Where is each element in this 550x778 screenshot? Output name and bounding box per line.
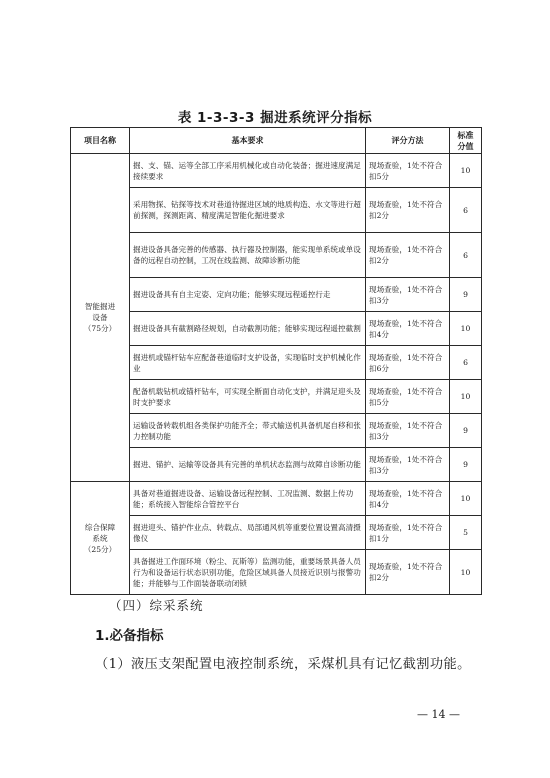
header-item: 项目名称	[71, 128, 130, 154]
method-cell: 现场查验，1处不符合扣2分	[366, 233, 450, 278]
method-cell: 现场查验，1处不符合扣6分	[366, 346, 450, 380]
requirement-cell: 运输设备转载机组各类保护功能齐全；带式输送机具备机尾自移和张力控制功能	[130, 414, 366, 448]
score-cell: 9	[450, 414, 482, 448]
table-header-row	[71, 128, 482, 154]
table-row	[71, 346, 482, 380]
scoring-table	[70, 127, 482, 595]
table-row	[71, 550, 482, 595]
header-score: 标准 分值	[450, 128, 482, 154]
requirement-cell: 配备机载钻机或锚杆钻车，可实现全断面自动化支护，并满足迎头及时支护要求	[130, 380, 366, 414]
method-cell: 现场查验，1处不符合扣1分	[366, 516, 450, 550]
score-cell: 10	[450, 154, 482, 188]
method-cell: 现场查验，1处不符合扣4分	[366, 312, 450, 346]
score-cell: 10	[450, 312, 482, 346]
table-row	[71, 233, 482, 278]
score-cell: 10	[450, 380, 482, 414]
section-heading: （四）综采系统	[109, 598, 204, 613]
requirement-cell: 采用物探、钻探等技术对巷道待掘进区域的地质构造、水文等进行超前探测，探测距离、精度满足智能化掘进要求	[130, 188, 366, 233]
score-cell: 10	[450, 482, 482, 516]
requirement-cell: 掘进迎头、锚护作业点、转载点、局部通风机等重要位置设置高清摄像仪	[130, 516, 366, 550]
table-body	[71, 154, 482, 595]
category-cell: 综合保障 系统 （25分）	[71, 482, 130, 595]
table-title: 表 1-3-3-3 掘进系统评分指标	[177, 110, 373, 126]
requirement-cell: 掘进设备具备完善的传感器、执行器及控制器，能实现单系统或单设备的远程自动控制，工况在线监测、故障诊断功能	[130, 233, 366, 278]
table-row	[71, 482, 482, 516]
score-cell: 6	[450, 233, 482, 278]
method-cell: 现场查验，1处不符合扣2分	[366, 550, 450, 595]
score-cell: 6	[450, 346, 482, 380]
method-cell: 现场查验，1处不符合扣4分	[366, 482, 450, 516]
requirement-cell: 掘进设备具有截割路径规划，自动截割功能；能够实现远程遥控截割	[130, 312, 366, 346]
page-number: — 14 —	[417, 708, 460, 721]
method-cell: 现场查验，1处不符合扣3分	[366, 414, 450, 448]
header-requirement: 基本要求	[130, 128, 366, 154]
category-cell: 智能掘进 设备 （75分）	[71, 154, 130, 482]
header-method: 评分方法	[366, 128, 450, 154]
body-text: （1）液压支架配置电液控制系统，采煤机具有记忆截割功能。	[95, 657, 471, 672]
score-cell: 10	[450, 550, 482, 595]
requirement-cell: 掘进设备具有自主定姿、定向功能；能够实现远程遥控行走	[130, 278, 366, 312]
method-cell: 现场查验，1处不符合扣3分	[366, 448, 450, 482]
requirement-cell: 掘进机或锚杆钻车应配备巷道临时支护设备，实现临时支护机械化作业	[130, 346, 366, 380]
method-cell: 现场查验，1处不符合扣5分	[366, 380, 450, 414]
table-row	[71, 380, 482, 414]
score-cell: 9	[450, 278, 482, 312]
table-row	[71, 414, 482, 448]
method-cell: 现场查验，1处不符合扣3分	[366, 278, 450, 312]
table-row	[71, 188, 482, 233]
score-cell: 6	[450, 188, 482, 233]
score-cell: 9	[450, 448, 482, 482]
requirement-cell: 具备掘进工作面环境（粉尘、瓦斯等）监测功能，重要场景具备人员行为和设备运行状态识别功能，危险区域具备人员接近识别与报警功能；并能够与工作面装备联动闭锁	[130, 550, 366, 595]
table-row	[71, 448, 482, 482]
table-row	[71, 516, 482, 550]
requirement-cell: 具备对巷道掘进设备、运输设备远程控制、工况监测、数据上传功能；系统接入智能综合管控平台	[130, 482, 366, 516]
requirement-cell: 掘、支、锚、运等全部工序采用机械化或自动化装备；掘进速度满足接续要求	[130, 154, 366, 188]
method-cell: 现场查验，1处不符合扣5分	[366, 154, 450, 188]
score-cell: 5	[450, 516, 482, 550]
table-row	[71, 312, 482, 346]
subheading: 1.必备指标	[95, 628, 164, 644]
method-cell: 现场查验，1处不符合扣2分	[366, 188, 450, 233]
requirement-cell: 掘进、锚护、运输等设备具有完善的单机状态监测与故障自诊断功能	[130, 448, 366, 482]
table-row	[71, 154, 482, 188]
table-row	[71, 278, 482, 312]
